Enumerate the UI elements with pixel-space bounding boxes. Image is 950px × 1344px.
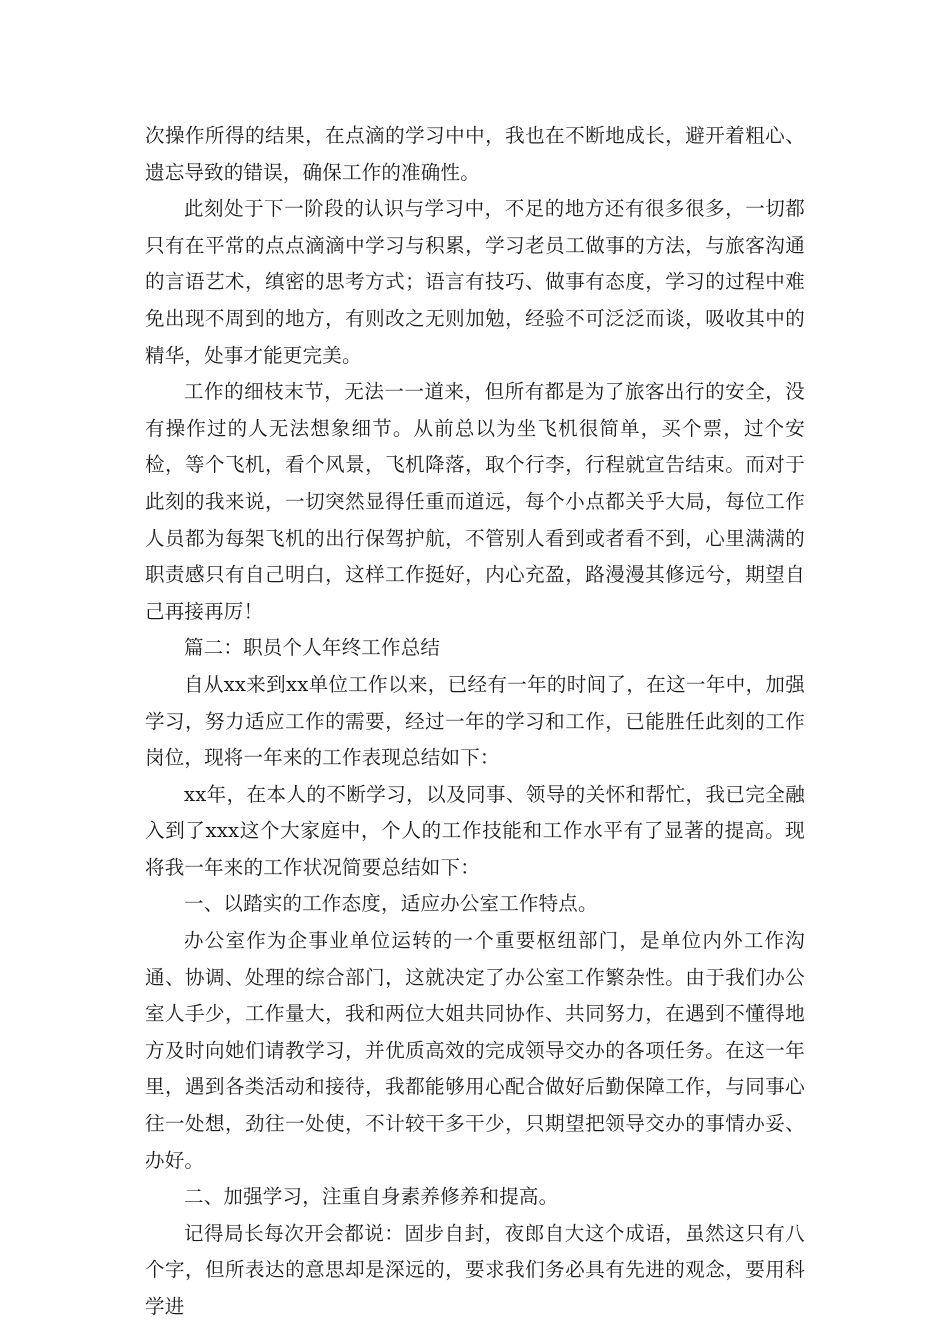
- document-body: [145, 118, 805, 1326]
- paragraph: 次操作所得的结果，在点滴的学习中中，我也在不断地成长，避开着粗心、遗忘导致的错误，确保工作的准确性。: [145, 124, 805, 184]
- paragraph: 记得局长每次开会都说：固步自封，夜郎自大这个成语，虽然这只有八个字，但所表达的意思却是深远的，要求我们务必具有先进的观念，要用科学进: [145, 1221, 805, 1318]
- subsection-heading: 一、以踏实的工作态度，适应办公室工作特点。: [184, 892, 598, 916]
- paragraph: xx年，在本人的不断学习，以及同事、领导的关怀和帮忙，我已完全融入到了xxx这个大家庭中，个人的工作技能和工作水平有了显著的提高。现将我一年来的工作状况简要总结如下：: [145, 782, 805, 879]
- paragraph: 此刻处于下一阶段的认识与学习中，不足的地方还有很多很多，一切都只有在平常的点点滴滴中学习与积累，学习老员工做事的方法，与旅客沟通的言语艺术，缜密的思考方式；语言有技巧、做事有态度，学习的过程中难免出现不周到的地方，有则改之无则加勉，经验不可泛泛而谈，吸收其中的精华，处事才能更完美。: [145, 197, 805, 367]
- paragraph: 工作的细枝末节，无法一一道来，但所有都是为了旅客出行的安全，没有操作过的人无法想象细节。从前总以为坐飞机很简单，买个票，过个安检，等个飞机，看个风景，飞机降落，取个行李，行程就宣告结束。而对于此刻的我来说，一切突然显得任重而道远，每个小点都关乎大局，每位工作人员都为每架飞机的出行保驾护航，不管别人看到或者看不到，心里满满的职责感只有自己明白，这样工作挺好，内心充盈，路漫漫其修远兮，期望自己再接再厉！: [145, 380, 805, 623]
- section-heading: 篇二：职员个人年终工作总结: [184, 636, 441, 660]
- paragraph: 办公室作为企事业单位运转的一个重要枢纽部门，是单位内外工作沟通、协调、处理的综合部门，这就决定了办公室工作繁杂性。由于我们办公室人手少，工作量大，我和两位大姐共同协作、共同努力，在遇到不懂得地方及时向她们请教学习，并优质高效的完成领导交办的各项任务。在这一年里，遇到各类活动和接待，我都能够用心配合做好后勤保障工作，与同事心往一处想，劲往一处使，不计较干多干少，只期望把领导交办的事情办妥、办好。: [145, 929, 805, 1172]
- paragraph: 自从xx来到xx单位工作以来，已经有一年的时间了，在这一年中，加强学习，努力适应工作的需要，经过一年的学习和工作，已能胜任此刻的工作岗位，现将一年来的工作表现总结如下：: [145, 672, 805, 770]
- subsection-heading: 二、加强学习，注重自身素养修养和提高。: [184, 1185, 559, 1209]
